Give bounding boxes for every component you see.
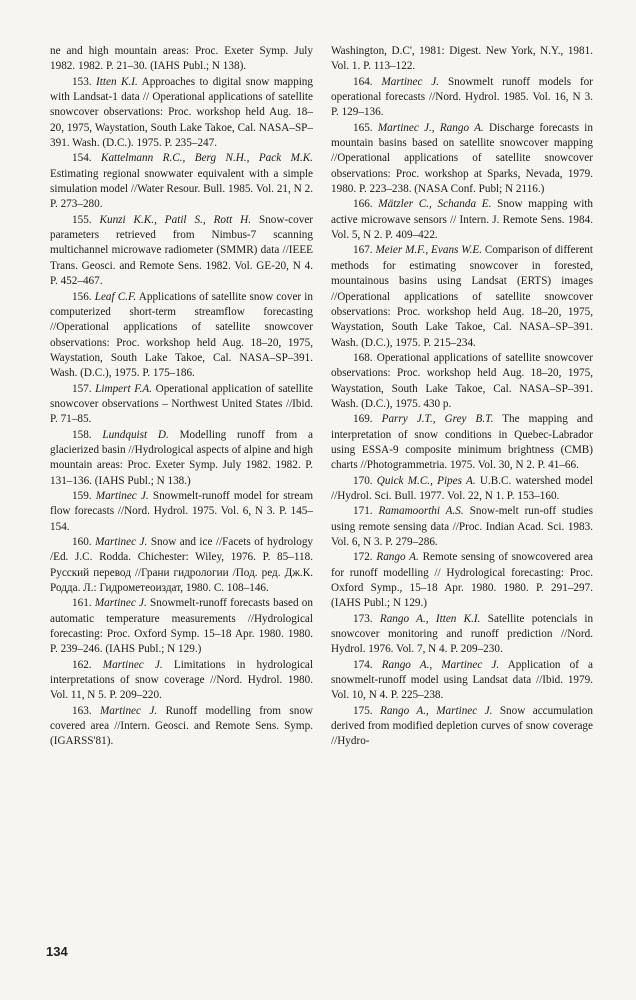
reference-entry — [50, 489, 313, 535]
reference-entry — [50, 596, 313, 657]
reference-text: Snowmelt-runoff model for stream flow forecasts //Nord. Hydrol. 1975. Vol. 6, N 3. P. 145–154. — [50, 489, 314, 533]
reference-entry — [331, 612, 593, 658]
reference-number: 167. — [353, 244, 373, 257]
reference-number: 168. — [353, 351, 373, 364]
reference-number: 158. — [72, 428, 92, 441]
reference-authors: Martinec J. — [95, 536, 148, 548]
reference-text: Snow accumulation derived from modified depletion curves of snow coverage //Hydro- — [331, 704, 593, 748]
reference-number: 157. — [72, 382, 92, 395]
reference-text: Estimating regional snowwater equivalent with a simple simulation model //Water Resour. Bull. 1985. Vol. 21, N 2. P. 273–280. — [50, 167, 313, 211]
reference-entry — [50, 75, 313, 152]
reference-number: 155. — [72, 213, 92, 226]
reference-authors: Limpert F.A. — [95, 382, 153, 395]
reference-entry — [50, 44, 313, 75]
reference-number: 163. — [72, 704, 92, 717]
reference-text: Modelling runoff from a glacierized basin //Hydrological aspects of alpine and high mountain areas: Proc. Exeter Symp. July 1982. 1982. P. 131–136. (IAHS Publ.; N 138.) — [50, 428, 313, 487]
reference-text: Discharge forecasts in mountain basins based on satellite snowcover mapping //Operational applications of satellite snowcover observations: Proc. workshop at Sparks, Nevada, 1979. 1980. P. 223–238. (NASA Conf. Publ; N 2116.) — [331, 121, 594, 196]
reference-authors: Martinec J. — [94, 597, 147, 610]
reference-entry — [331, 504, 593, 550]
reference-entry — [331, 658, 593, 704]
reference-entry — [331, 412, 593, 473]
reference-authors: Martinec J. — [99, 704, 158, 717]
reference-number: 159. — [72, 489, 92, 502]
reference-entry — [331, 197, 593, 243]
reference-entry — [50, 704, 313, 750]
reference-entry — [50, 151, 313, 212]
reference-authors: Martinec J. — [95, 489, 149, 502]
reference-number: 161. — [72, 597, 92, 610]
reference-text: ne and high mountain areas: Proc. Exeter Symp. July 1982. 1982. P. 21–30. (IAHS Publ.; N 138). — [50, 45, 313, 73]
reference-entry — [331, 243, 593, 350]
reference-authors: Kattelmann R.C., Berg N.H., Pack M.K. — [101, 152, 313, 165]
reference-number: 165. — [353, 121, 373, 134]
reference-text: Washington, D.C', 1981: Digest. New York, N.Y., 1981. Vol. 1. P. 113–122. — [331, 45, 593, 73]
reference-number: 166. — [353, 198, 373, 211]
reference-authors: Rango A., Martinec J. — [381, 658, 500, 671]
left-column — [50, 44, 313, 750]
reference-number: 162. — [72, 658, 92, 671]
reference-entry — [331, 474, 593, 505]
reference-number: 169. — [353, 413, 373, 426]
reference-authors: Itten K.I. — [96, 75, 138, 88]
reference-number: 170. — [353, 474, 373, 487]
reference-text: Satellite potencials in snowcover monitoring and runoff prediction //Nord. Hydrol. 1976. Vol. 7, N 4. P. 209–230. — [331, 612, 594, 656]
reference-entry — [331, 75, 593, 121]
reference-authors: Martinec J. — [102, 658, 163, 671]
reference-authors: Rango A., Martinec J. — [379, 704, 493, 717]
reference-text: Snow and ice //Facets of hydrology /Ed. J.C. Rodda. Chichester: Wiley, 1976. P. 85–118. Русский перевод //Грани гидрологии /Под. ред. Дж.К. Родда. Л.: Гидрометеоиздат, 1980. С. 108–146. — [50, 536, 314, 595]
reference-number: 164. — [353, 75, 373, 88]
reference-number: 175. — [353, 704, 373, 717]
reference-text: Comparison of different methods for estimating snowcover in forested, mountainous basins using Landsat (ERTS) images //Operational applications of satellite snowcover observations: Proc. workshop held Aug. 18–20, 1975, Waystation, South Lake Takoe, Cal. NASA–SP–391. Wash. (D.C.), 1975. P. 215–234. — [331, 244, 594, 349]
reference-text: Remote sensing of snowcovered area for runoff modelling // Hydrological forecasting: Proc. Oxford Symp., 15–18 Apr. 1980. 1980. P. 291–297. (IAHS Publ.; N 129.) — [331, 551, 594, 610]
reference-text: U.B.C. watershed model //Hydrol. Sci. Bull. 1977. Vol. 22, N 1. P. 153–160. — [331, 474, 593, 502]
reference-authors: Mätzler C., Schanda E. — [378, 198, 492, 211]
reference-number: 154. — [72, 152, 92, 165]
reference-text: Snowmelt runoff models for operational forecasts //Nord. Hydrol. 1985. Vol. 16, N 3. P. 129–136. — [331, 75, 593, 119]
reference-authors: Rango A. — [376, 551, 419, 564]
reference-entry — [331, 44, 593, 75]
reference-number: 171. — [353, 505, 373, 518]
page-number: 134 — [46, 944, 68, 959]
reference-text: Operational applications of satellite snowcover observations: Proc. workshop held Aug. 18–20, 1975, Waystation, South Lake Takoe, Cal. NASA–SP–391. Wash. (D.C.), 1975. 430 p. — [331, 351, 593, 410]
reference-text: Runoff modelling from snow covered area //Intern. Geosci. and Remote Sens. Symp. (IGARSS'81). — [50, 704, 313, 748]
reference-entry — [50, 658, 313, 704]
reference-authors: Leaf C.F. — [94, 290, 137, 303]
reference-number: 173. — [353, 612, 373, 625]
reference-authors: Martinec J., Rango A. — [377, 121, 484, 134]
reference-authors: Lundquist D. — [102, 428, 169, 441]
reference-text: Applications of satellite snow cover in computerized short-term streamflow forecasting //Operational applications of satellite snowcover observations: Proc. workshop held Aug. 18–20, 1975, Waystation, South Lake Takoe, Cal. NASA–SP–391. Wash. (D.C.), 1975. P. 175–186. — [50, 290, 314, 380]
reference-number: 172. — [353, 551, 373, 564]
reference-text: Snow-melt run-off studies using remote sensing data //Proc. Indian Acad. Sci. 1983. Vol. 6, N 3. P. 279–286. — [331, 505, 594, 548]
reference-text: Application of a snowmelt-runoff model using Landsat data //Ibid. 1979. Vol. 10, N 4. P. 225–238. — [331, 658, 593, 702]
reference-entry — [50, 428, 313, 489]
reference-text: Snow-cover parameters retrieved from Nimbus-7 scanning multichannel microwave radiometer (SMMR) data //IEEE Trans. Geosci. and Remote Sens. 1982. Vol. GE-20, N 4. P. 452–467. — [50, 213, 314, 288]
right-column — [331, 44, 593, 750]
reference-text: Snow mapping with active microwave sensors // Intern. J. Remote Sens. 1984. Vol. 5, N 2. P. 409–422. — [331, 198, 594, 242]
reference-authors: Quick M.C., Pipes A. — [376, 474, 476, 487]
reference-authors: Rango A., Itten K.I. — [379, 612, 481, 625]
reference-entry — [50, 213, 313, 290]
reference-entry — [331, 121, 593, 198]
reference-number: 156. — [72, 290, 92, 303]
reference-number: 153. — [72, 75, 92, 88]
reference-authors: Meier M.F., Evans W.E. — [375, 244, 483, 257]
reference-number: 160. — [72, 536, 92, 548]
reference-authors: Ramamoorthi A.S. — [378, 505, 464, 518]
reference-authors: Martinec J. — [381, 75, 440, 88]
reference-entry — [50, 290, 313, 382]
reference-entry — [50, 535, 313, 596]
reference-entry — [331, 351, 593, 412]
reference-text: Snowmelt-runoff forecasts based on automatic temperature measurements //Hydrological forecasting: Proc. Oxford Symp. 15–18 Apr. 1980. 1980. P. 239–246. (IAHS Publ.; N 129.) — [50, 597, 313, 656]
reference-text: The mapping and interpretation of snow conditions in Quebec-Labrador using ESSA-9 composite minimum brightness (CMB) charts //Photogrammetria. 1975. Vol. 30, N 2. P. 41–66. — [331, 413, 593, 472]
reference-entry — [331, 550, 593, 611]
reference-authors: Kunzi K.K., Patil S., Rott H. — [99, 213, 252, 226]
reference-text: Operational application of satellite snowcover observations – Northwest United States //Ibid. P. 71–85. — [50, 382, 314, 426]
reference-entry — [331, 704, 593, 750]
reference-authors: Parry J.T., Grey B.T. — [381, 413, 494, 426]
reference-text: Approaches to digital snow mapping with Landsat-1 data // Operational applications of satellite snowcover observations: Proc. workshop held Aug. 18–20, 1975, Waystation, South Lake Takoe, Cal. NASA–SP–391. Wash. (D.C.). 1975. P. 235–247. — [50, 75, 313, 150]
reference-entry — [50, 382, 313, 428]
reference-number: 174. — [353, 658, 373, 671]
reference-text: Limitations in hydrological interpretations of snow coverage //Nord. Hydrol. 1980. Vol. 11, N 5. P. 209–220. — [50, 658, 314, 702]
